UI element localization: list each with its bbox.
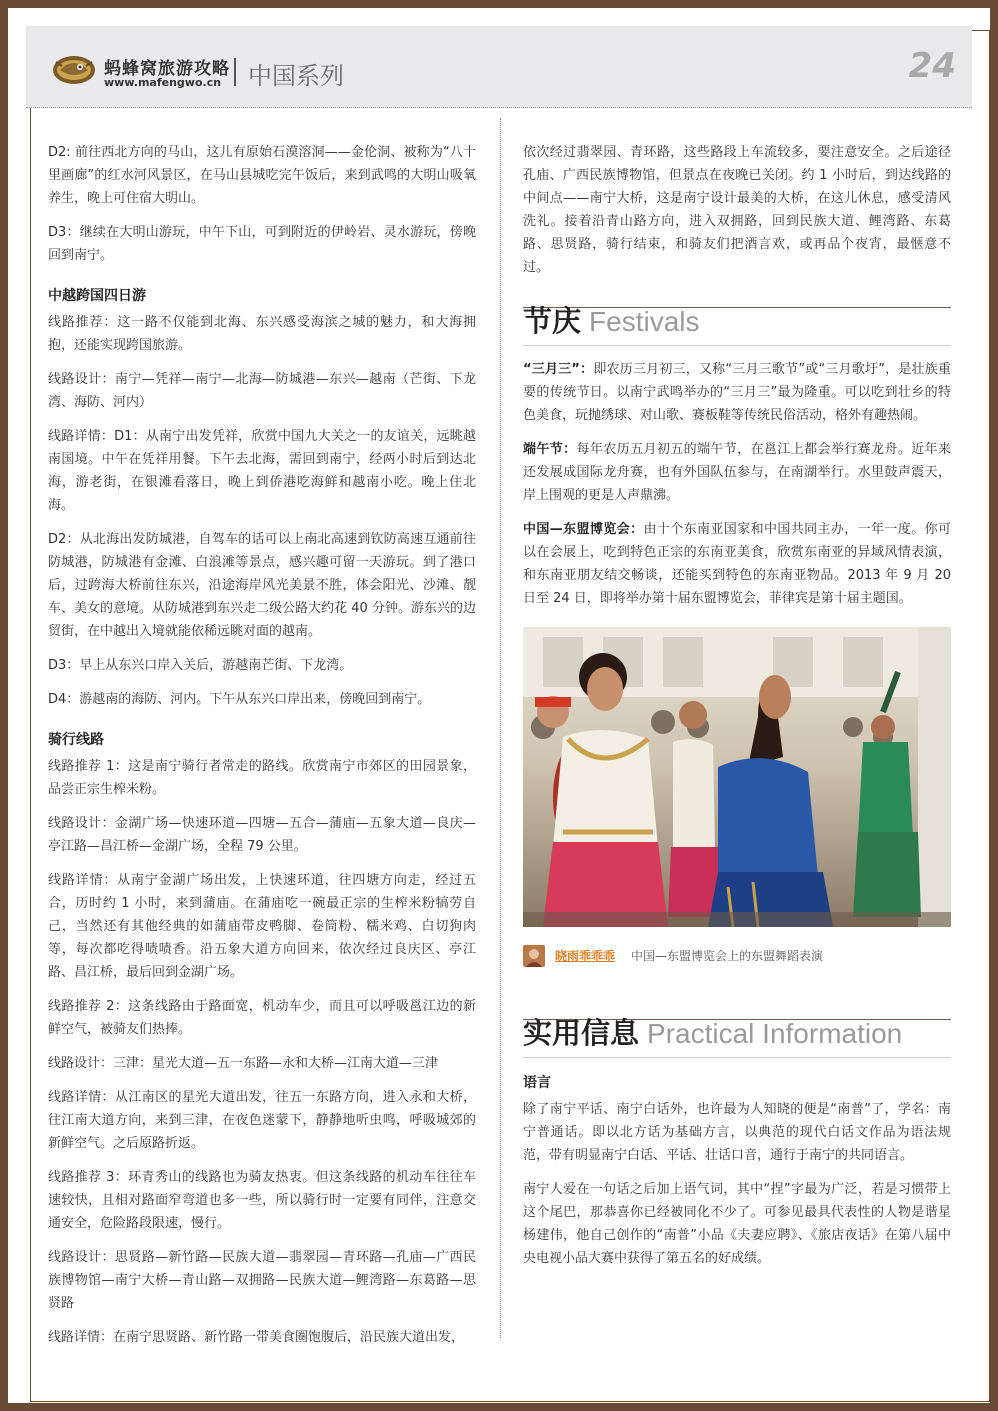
logo-text: 蚂蜂窝旅游攻略	[104, 59, 230, 79]
festival-sanyuesan	[523, 358, 951, 427]
festival-expo	[523, 518, 951, 610]
page-header	[26, 26, 972, 108]
festival-label: 中国—东盟博览会：	[523, 522, 644, 537]
user-avatar-icon[interactable]	[523, 945, 545, 967]
festivals-title-en: Festivals	[589, 306, 700, 337]
paragraph: 南宁人爱在一句话之后加上语气词，其中“捏”字最为广泛，若是习惯带上这个尾巴，那恭喜你已经被同化不少了。可参见最具代表性的人物是谐星杨建伟，他自己创作的“南普”小品《夫妻应聘》、《旅店夜话》在第八届中央电视小品大赛中获得了第五名的好成绩。	[523, 1182, 951, 1266]
paragraph: 线路设计：三津：星光大道—五一东路—永和大桥—江南大道—三津	[48, 1056, 439, 1071]
caption-text: 中国—东盟博览会上的东盟舞蹈表演	[631, 949, 824, 963]
festival-label: 端午节：	[523, 442, 577, 457]
subheading-cycling: 骑行线路	[48, 732, 104, 748]
section-rule	[523, 345, 951, 346]
bee-logo-icon	[50, 50, 98, 88]
practical-heading	[523, 1016, 951, 1051]
paragraph: 线路详情：从江南区的星光大道出发，往五一东路方向，进入永和大桥，往江南大道方向，来到三津，在夜色迷蒙下，静静地听虫鸣，呼吸城郊的新鲜空气。之后原路折返。	[48, 1090, 476, 1151]
page-number: 24	[908, 46, 956, 86]
paragraph: 线路设计：思贤路—新竹路—民族大道—翡翠园—青环路—孔庙—广西民族博物馆—南宁大桥—青山路—双拥路—民族大道—鲤湾路—东葛路—思贤路	[48, 1250, 476, 1311]
section-rule	[523, 1057, 951, 1058]
festivals-heading	[523, 304, 951, 339]
paragraph: 除了南宁平话、南宁白话外，也许最为人知晓的便是“南普”了，学名：南宁普通话。即以北方话为基础方言，以典范的现代白话文作品为语法规范，带有明显南宁白话、平话、壮话口音，通行于南宁的共同语言。	[523, 1102, 951, 1163]
subheading-border-tour: 中越跨国四日游	[48, 288, 146, 304]
header-separator	[234, 58, 236, 86]
left-column	[48, 141, 476, 1360]
paragraph: D2: 前往西北方向的马山，这儿有原始石漠溶洞——金伦洞、被称为“八十里画廊”的红水河风景区，在马山县城吃完午饭后，来到武鸣的大明山吸氧养生，晚上可住宿大明山。	[48, 145, 476, 206]
paragraph: 线路推荐 2：这条线路由于路面宽，机动车少，而且可以呼吸邕江边的新鲜空气，被骑友们热捧。	[48, 999, 476, 1037]
paragraph: 线路推荐：这一路不仅能到北海、东兴感受海滨之城的魅力，和大海拥抱，还能实现跨国旅游。	[48, 315, 476, 353]
series-title: 中国系列	[248, 62, 344, 90]
column-divider	[500, 118, 501, 1338]
photo-caption	[523, 945, 951, 971]
paragraph: 线路详情：从南宁金湖广场出发，上快速环道，往四塘方向走，经过五合，历时约 1 小时，来到蒲庙。在蒲庙吃一碗最正宗的生榨米粉犒劳自己，当然还有其他经典的如蒲庙带皮鸭脚、卷筒粉、糯米鸡、白切狗肉等，每次都吃得啧啧香。沿五象大道方向回来，依次经过良庆区、亭江路、昌江桥，最后回到金湖广场。	[48, 873, 476, 980]
festival-label: “三月三”：	[523, 362, 594, 377]
paragraph: 线路设计：金湖广场—快速环道—四塘—五合—蒲庙—五象大道—良庆—亭江路—昌江桥—金湖广场，全程 79 公里。	[48, 816, 476, 854]
photo-author-link[interactable]: 晓雨乖乖乖	[555, 949, 616, 963]
festival-text: 每年农历五月初五的端午节，在邕江上都会举行赛龙舟。近年来还发展成国际龙舟赛，也有外国队伍参与，在南湖举行。水里鼓声震天，岸上围观的更是人声鼎沸。	[523, 442, 951, 503]
paragraph: 线路详情：在南宁思贤路、新竹路一带美食圈饱腹后，沿民族大道出发，	[48, 1330, 465, 1345]
festival-duanwu	[523, 438, 951, 507]
paragraph: 线路推荐 3：环青秀山的线路也为骑友热衷。但这条线路的机动车往往车速较快，且相对路面窄弯道也多一些，所以骑行时一定要有同伴，注意交通安全，危险路段限速，慢行。	[48, 1170, 476, 1231]
paragraph: 线路详情：D1：从南宁出发凭祥，欣赏中国九大关之一的友谊关，远眺越南国境。中午在凭祥用餐。下午去北海，需回到南宁，经两小时后到达北海，游老街，在银滩看落日，晚上到侨港吃海鲜和越南小吃。晚上住北海。	[48, 429, 476, 513]
practical-title-en: Practical Information	[647, 1018, 903, 1049]
practical-title-cn: 实用信息	[523, 1016, 640, 1050]
paragraph: D3：继续在大明山游玩，中午下山，可到附近的伊岭岩、灵水游玩，傍晚回到南宁。	[48, 225, 476, 263]
paragraph: D4：游越南的海防、河内。下午从东兴口岸出来，傍晚回到南宁。	[48, 692, 431, 707]
subheading-language: 语言	[523, 1075, 551, 1091]
logo-url[interactable]: www.mafengwo.cn	[104, 76, 222, 89]
paragraph: 线路推荐 1：这是南宁骑行者常走的路线。欣赏南宁市郊区的田园景象，品尝正宗生榨米粉。	[48, 759, 476, 797]
festivals-title-cn: 节庆	[523, 304, 582, 338]
festival-text: 由十个东南亚国家和中国共同主办，一年一度。你可以在会展上，吃到特色正宗的东南亚美食，欣赏东南亚的异域风情表演，和东南亚朋友结交畅谈，还能买到特色的东南亚物品。2013 年 9 月 20 日至 24 日，即将举办第十届东盟博览会，菲律宾是第十届主题国。	[523, 522, 951, 606]
right-column	[523, 141, 951, 1281]
dance-performance-photo	[523, 627, 951, 927]
paragraph: 依次经过翡翠园、青环路，这些路段上车流较多，要注意安全。之后途径孔庙、广西民族博物馆，但景点在夜晚已关闭。约 1 小时后，到达线路的中间点——南宁大桥，这是南宁设计最美的大桥，在这儿休息，感受清风洗礼。接着沿青山路方向，进入双拥路，回到民族大道、鲤湾路、东葛路、思贤路，骑行结束，和骑友们把酒言欢，或再品个夜宵，最惬意不过。	[523, 145, 951, 275]
paragraph: D2：从北海出发防城港，自驾车的话可以上南北高速到钦防高速互通前往防城港，防城港有金滩、白浪滩等景点，感兴趣可留一天游玩。到了港口后，过跨海大桥前往东兴，沿途海岸风光美景不胜，体会阳光、沙滩、靓车、美女的意境。从防城港到东兴走二级公路大约花 40 分钟。游东兴的边贸街，在中越出入境就能依稀远眺对面的越南。	[48, 532, 476, 639]
festival-text: 即农历三月初三，又称“三月三歌节”或“三月歌圩”，是壮族重要的传统节日。以南宁武鸣举办的“三月三”最为隆重。可以吃到壮乡的特色美食，玩抛绣球、对山歌、赛板鞋等传统民俗活动，格外有趣热闹。	[523, 362, 951, 423]
paragraph: 线路设计：南宁—凭祥—南宁—北海—防城港—东兴—越南（芒街、下龙湾、海防、河内）	[48, 372, 476, 410]
paragraph: D3：早上从东兴口岸入关后，游越南芒街、下龙湾。	[48, 658, 353, 673]
